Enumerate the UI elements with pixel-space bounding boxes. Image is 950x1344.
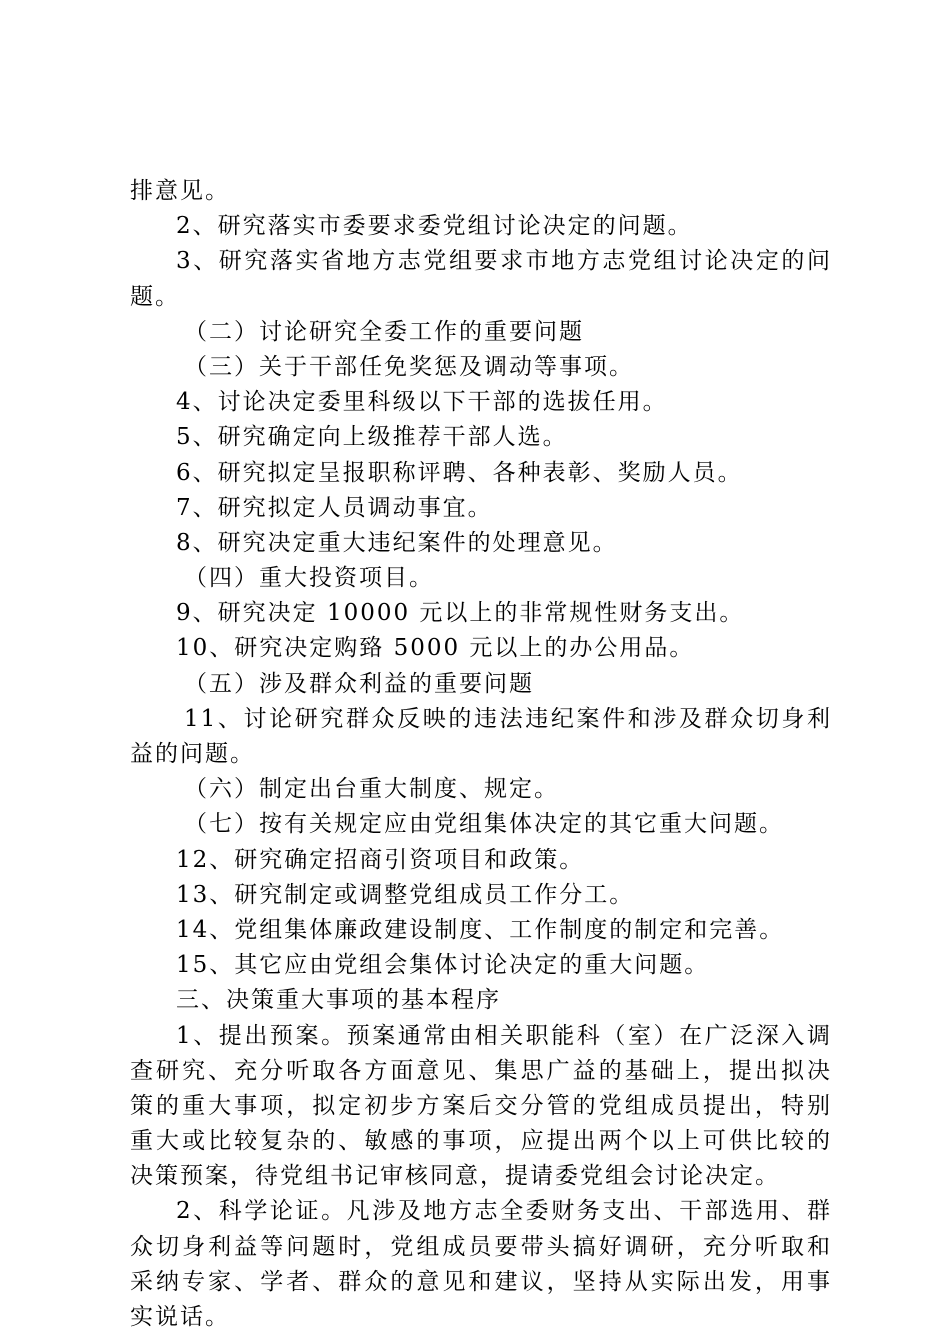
text-line: 2、研究落实市委要求委党组讨论决定的问题。 (176, 213, 693, 240)
text-line: 9、研究决定 10000 元以上的非常规性财务支出。 (176, 600, 745, 627)
section-heading: 三、决策重大事项的基本程序 (176, 987, 501, 1014)
document-body (130, 174, 832, 1335)
section-heading: （二）讨论研究全委工作的重要问题 (184, 318, 584, 345)
section-heading: （七）按有关规定应由党组集体决定的其它重大问题。 (184, 811, 784, 838)
text-line: 重大或比较复杂的、敏感的事项，应提出两个以上可供比较的 (130, 1128, 832, 1155)
text-line: 11、讨论研究群众反映的违法违纪案件和涉及群众切身利 (184, 705, 832, 732)
text-line: 策的重大事项，拟定初步方案后交分管的党组成员提出，特别 (130, 1092, 832, 1119)
text-line: 查研究、充分听取各方面意见、集思广益的基础上，提出拟决 (130, 1057, 832, 1084)
text-line: 10、研究决定购臵 5000 元以上的办公用品。 (176, 635, 695, 662)
text-line: 采纳专家、学者、群众的意见和建议，坚持从实际出发，用事 (130, 1268, 832, 1295)
text-line: 众切身利益等问题时，党组成员要带头搞好调研，充分听取和 (130, 1233, 832, 1260)
section-heading: （五）涉及群众利益的重要问题 (184, 670, 534, 697)
text-line: 6、研究拟定呈报职称评聘、各种表彰、奖励人员。 (176, 459, 743, 486)
section-heading: （三）关于干部任免奖惩及调动等事项。 (184, 353, 634, 380)
text-line: 决策预案，待党组书记审核同意，提请委党组会讨论决定。 (130, 1163, 780, 1190)
text-line: 8、研究决定重大违纪案件的处理意见。 (176, 529, 618, 556)
text-line: 5、研究确定向上级推荐干部人选。 (176, 424, 568, 451)
text-line: 4、讨论决定委里科级以下干部的选拔任用。 (176, 389, 668, 416)
text-line: 益的问题。 (130, 741, 255, 767)
text-line: 13、研究制定或调整党组成员工作分工。 (176, 881, 635, 908)
text-line: 15、其它应由党组会集体讨论决定的重大问题。 (176, 952, 710, 979)
text-line: 3、研究落实省地方志党组要求市地方志党组讨论决定的问 (176, 248, 832, 275)
section-heading: （六）制定出台重大制度、规定。 (184, 776, 559, 803)
text-line: 排意见。 (130, 178, 230, 204)
text-line: 实说话。 (130, 1304, 230, 1330)
text-line: 1、提出预案。预案通常由相关职能科（室）在广泛深入调 (176, 1022, 832, 1049)
text-line: 2、科学论证。凡涉及地方志全委财务支出、干部选用、群 (176, 1198, 832, 1225)
section-heading: （四）重大投资项目。 (184, 565, 434, 592)
text-line: 7、研究拟定人员调动事宜。 (176, 494, 493, 521)
text-line: 题。 (130, 283, 180, 310)
text-line: 12、研究确定招商引资项目和政策。 (176, 846, 585, 873)
text-line: 14、党组集体廉政建设制度、工作制度的制定和完善。 (176, 916, 785, 943)
